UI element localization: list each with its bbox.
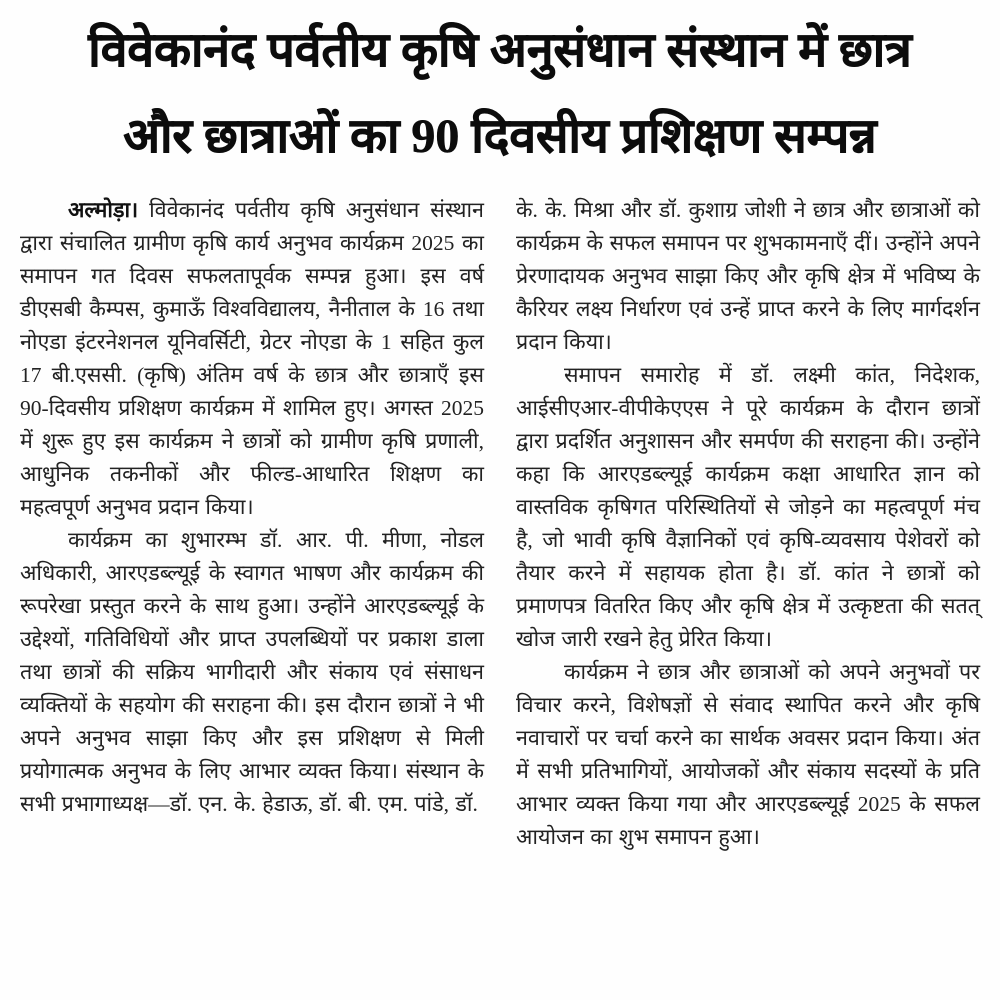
headline-line-1: विवेकानंद पर्वतीय कृषि अनुसंधान संस्थान में छात्र [88,24,912,77]
headline-line-2: और छात्राओं का 90 दिवसीय प्रशिक्षण सम्पन्न [123,110,877,163]
article-headline [20,8,980,180]
dateline: अल्मोड़ा। [68,198,139,222]
paragraph-5: कार्यक्रम ने छात्र और छात्राओं को अपने अनुभवों पर विचार करने, विशेषज्ञों से संवाद स्थापित करने और कृषि नवाचारों पर चर्चा करने का सार्थक अवसर प्रदान किया। अंत में सभी प्रतिभागियों, आयोजकों और संकाय सदस्यों के प्रति आभार व्यक्त किया गया और आरएडब्ल्यूई 2025 के सफल आयोजन का शुभ समापन हुआ। [516,660,980,849]
article-body [20,194,980,854]
paragraph-4: समापन समारोह में डॉ. लक्ष्मी कांत, निदेशक, आईसीएआर-वीपीकेएएस ने पूरे कार्यक्रम के दौरान छात्रों द्वारा प्रदर्शित अनुशासन और समर्पण की सराहना की। उन्होंने कहा कि आरएडब्ल्यूई कार्यक्रम कक्षा आधारित ज्ञान को वास्तविक कृषिगत परिस्थितियों से जोड़ने का महत्वपूर्ण मंच है, जो भावी कृषि वैज्ञानिकों एवं कृषि-व्यवसाय पेशेवरों को तैयार करने में सहायक होता है। डॉ. कांत ने छात्रों को प्रमाणपत्र वितरित किए और कृषि क्षेत्र में उत्कृष्टता की सतत् खोज जारी रखने हेतु प्रेरित किया। [516,363,980,651]
column-left [20,194,484,854]
paragraph-1 [20,194,484,524]
paragraph-2: कार्यक्रम का शुभारम्भ डॉ. आर. पी. मीणा, नोडल अधिकारी, आरएडब्ल्यूई के स्वागत भाषण और कार्यक्रम की रूपरेखा प्रस्तुत करने के साथ हुआ। उन्होंने आरएडब्ल्यूई के उद्देश्यों, गतिविधियों और प्राप्त उपलब्धियों पर प्रकाश डाला तथा छात्रों की सक्रिय भागीदारी और संकाय एवं संसाधन व्यक्तियों के सहयोग की सराहना की। इस दौरान छात्रों ने भी अपने अनुभव साझा किए और इस प्रशिक्षण से मिली प्रयोगात्मक अनुभव के लिए आभार व्यक्त किया। संस्थान के सभी प्रभागाध्यक्ष—डॉ. एन. के. हेडाऊ, डॉ. बी. एम. पांडे, डॉ. [20,528,484,816]
paragraph-3: के. के. मिश्रा और डॉ. कुशाग्र जोशी ने छात्र और छात्राओं को कार्यक्रम के सफल समापन पर शुभकामनाएँ दीं। उन्होंने अपने प्रेरणादायक अनुभव साझा किए और कृषि क्षेत्र में भविष्य के कैरियर लक्ष्य निर्धारण एवं उन्हें प्राप्त करने के लिए मार्गदर्शन प्रदान किया। [516,198,980,354]
paragraph-1-text: विवेकानंद पर्वतीय कृषि अनुसंधान संस्थान द्वारा संचालित ग्रामीण कृषि कार्य अनुभव कार्यक्रम 2025 का समापन गत दिवस सफलतापूर्वक सम्पन्न हुआ। इस वर्ष डीएसबी कैम्पस, कुमाऊँ विश्वविद्यालय, नैनीताल के 16 तथा नोएडा इंटरनेशनल यूनिवर्सिटी, ग्रेटर नोएडा के 1 सहित कुल 17 बी.एससी. (कृषि) अंतिम वर्ष के छात्र और छात्राएँ इस 90-दिवसीय प्रशिक्षण कार्यक्रम में शामिल हुए। अगस्त 2025 में शुरू हुए इस कार्यक्रम ने छात्रों को ग्रामीण कृषि प्रणाली, आधुनिक तकनीकों और फील्ड-आधारित शिक्षण का महत्वपूर्ण अनुभव प्रदान किया। [20,198,484,519]
column-right [516,194,980,854]
